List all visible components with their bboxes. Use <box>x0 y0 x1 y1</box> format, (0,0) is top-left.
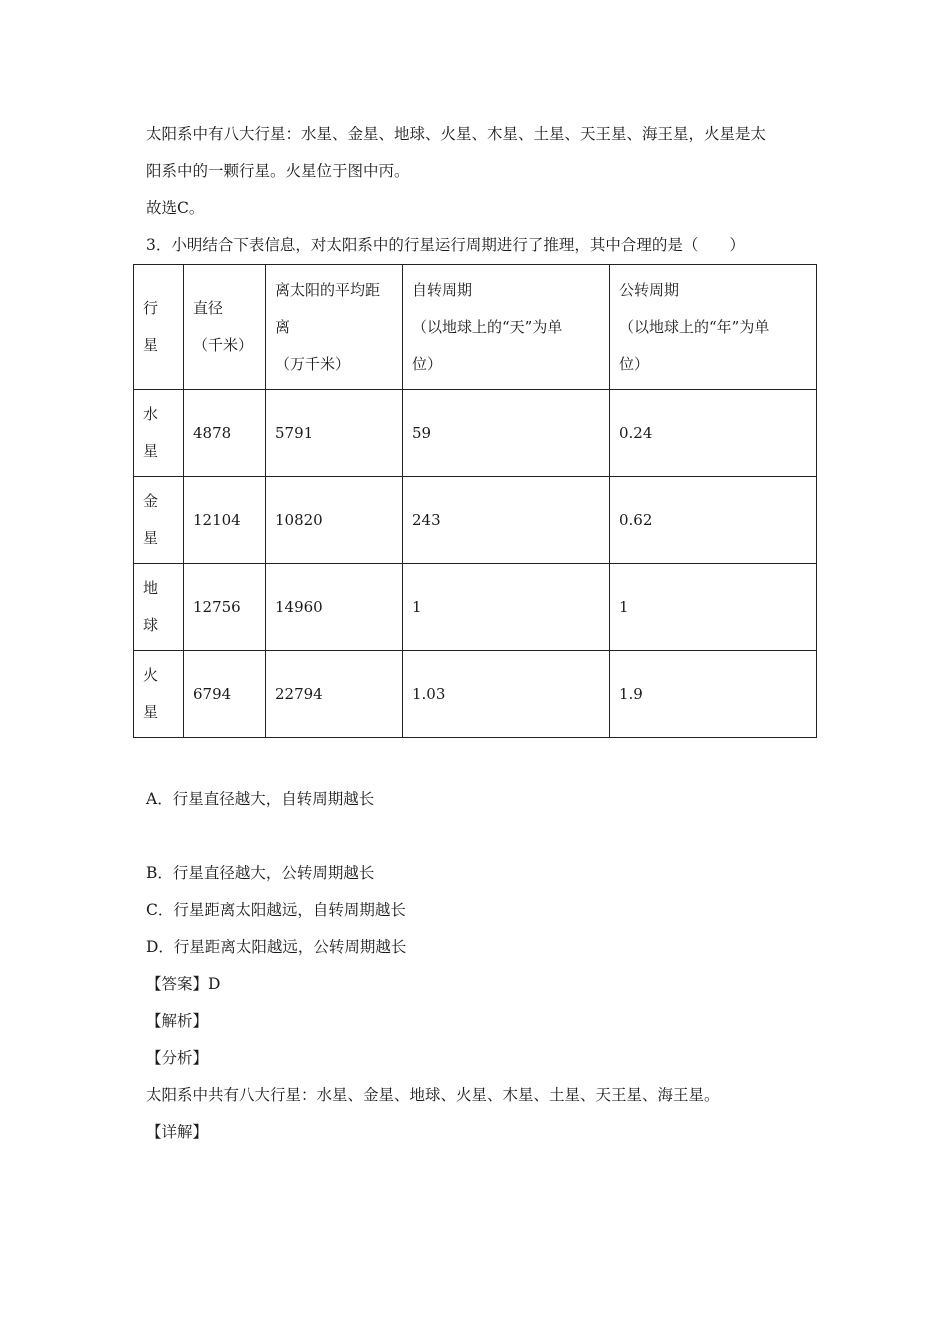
rotation-cell: 1.03 <box>403 651 610 738</box>
intro-line-1: 太阳系中有八大行星：水星、金星、地球、火星、木星、土星、天王星、海王星，火星是太 <box>146 125 767 143</box>
header-planet: 行 星 <box>134 265 184 390</box>
option-a: A．行星直径越大，自转周期越长 <box>146 790 375 808</box>
header-diameter: 直径 （千米） <box>184 265 266 390</box>
diameter-cell: 12756 <box>184 564 266 651</box>
planet-name: 金 星 <box>134 477 184 564</box>
fenxi-label: 【分析】 <box>146 1049 209 1067</box>
diameter-cell: 6794 <box>184 651 266 738</box>
revolution-cell: 1.9 <box>610 651 817 738</box>
option-b: B．行星直径越大，公转周期越长 <box>146 864 375 882</box>
question-text: 3．小明结合下表信息，对太阳系中的行星运行周期进行了推理，其中合理的是（ ） <box>146 236 745 254</box>
option-d: D．行星距离太阳越远，公转周期越长 <box>146 938 407 956</box>
rotation-cell: 59 <box>403 390 610 477</box>
distance-cell: 14960 <box>266 564 403 651</box>
table-row <box>134 651 817 738</box>
distance-cell: 10820 <box>266 477 403 564</box>
fenxi-text: 太阳系中共有八大行星：水星、金星、地球、火星、木星、土星、天王星、海王星。 <box>146 1086 720 1104</box>
table-header-row <box>134 265 817 390</box>
distance-cell: 5791 <box>266 390 403 477</box>
option-c: C．行星距离太阳越远，自转周期越长 <box>146 901 406 919</box>
analysis-label: 【解析】 <box>146 1012 209 1030</box>
revolution-cell: 1 <box>610 564 817 651</box>
table-row <box>134 477 817 564</box>
diameter-cell: 12104 <box>184 477 266 564</box>
revolution-cell: 0.24 <box>610 390 817 477</box>
rotation-cell: 243 <box>403 477 610 564</box>
answer-label: 【答案】D <box>146 975 221 993</box>
intro-line-2: 阳系中的一颗行星。火星位于图中丙。 <box>146 162 410 180</box>
header-distance: 离太阳的平均距 离 （万千米） <box>266 265 403 390</box>
table-row <box>134 390 817 477</box>
distance-cell: 22794 <box>266 651 403 738</box>
rotation-cell: 1 <box>403 564 610 651</box>
revolution-cell: 0.62 <box>610 477 817 564</box>
planet-name: 火 星 <box>134 651 184 738</box>
planet-name: 地 球 <box>134 564 184 651</box>
intro-line-3: 故选C。 <box>146 199 205 217</box>
header-rotation: 自转周期 （以地球上的“天”为单 位） <box>403 265 610 390</box>
planet-name: 水 星 <box>134 390 184 477</box>
detail-label: 【详解】 <box>146 1123 209 1141</box>
diameter-cell: 4878 <box>184 390 266 477</box>
planet-table <box>133 264 817 738</box>
header-revolution: 公转周期 （以地球上的“年”为单 位） <box>610 265 817 390</box>
table-row <box>134 564 817 651</box>
